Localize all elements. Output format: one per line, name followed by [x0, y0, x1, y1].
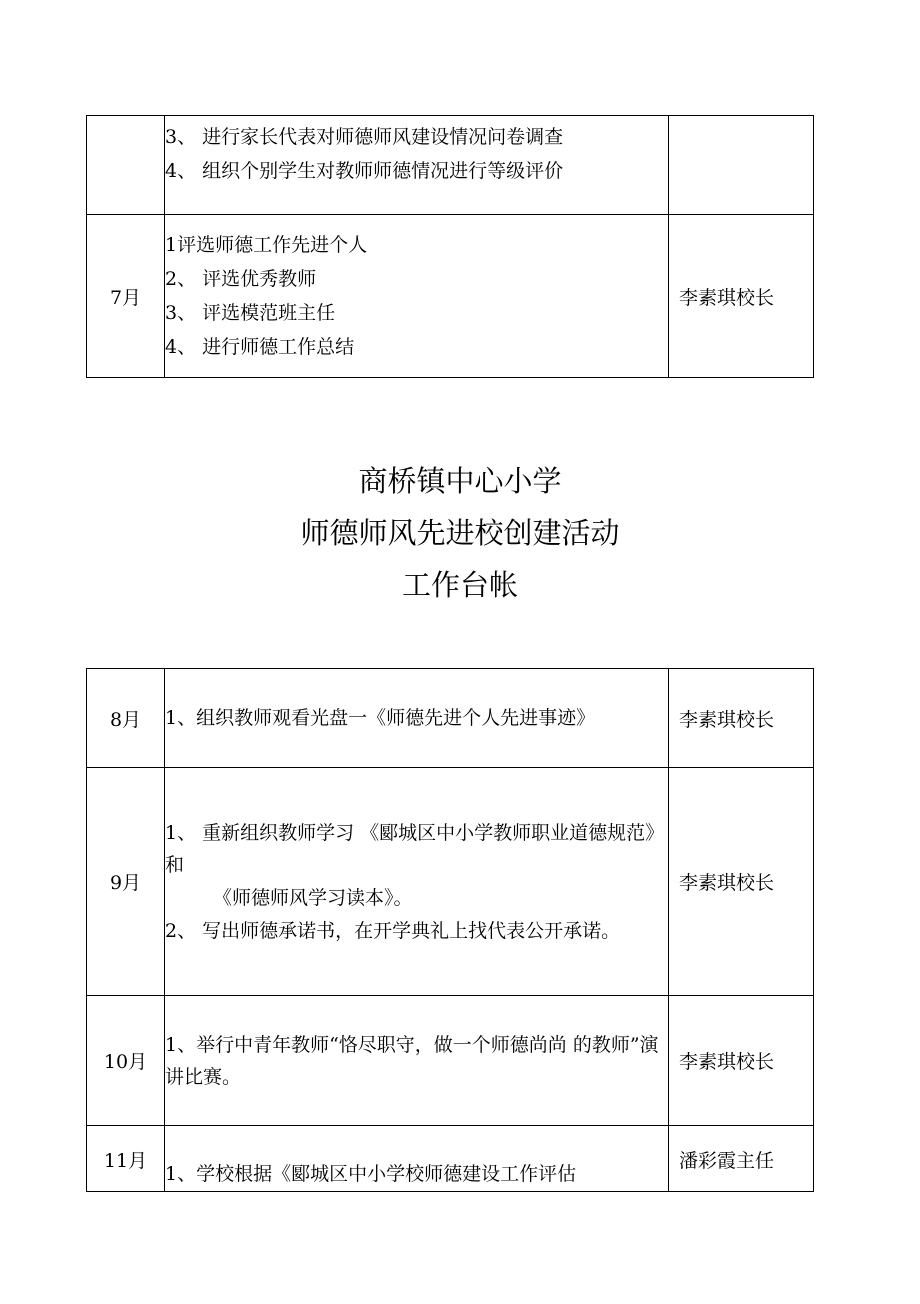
document-title	[0, 455, 920, 611]
table-row	[87, 215, 814, 378]
table-row	[87, 996, 814, 1126]
month-cell: 9月	[87, 768, 165, 996]
list-item: 1、 重新组织教师学习 《郾城区中小学教师职业道德规范》和	[165, 821, 665, 876]
month-cell: 8月	[87, 669, 165, 768]
list-item: 1、组织教师观看光盘一《师德先进个人先进事迹》	[165, 707, 596, 729]
content-cell	[165, 996, 669, 1126]
list-item: 4、 组织个别学生对教师师德情况进行等级评价	[165, 160, 564, 182]
list-item: 1评选师德工作先进个人	[165, 234, 368, 256]
content-cell	[165, 669, 669, 768]
table-row	[87, 1126, 814, 1192]
list-item: 3、 进行家长代表对师德师风建设情况问卷调查	[165, 126, 564, 148]
content-cell	[165, 116, 669, 215]
list-item: 4、 进行师德工作总结	[165, 336, 355, 358]
school-name: 商桥镇中心小学	[358, 464, 562, 498]
month-cell	[87, 116, 165, 215]
list-item: 《师德师风学习读本》。	[213, 886, 413, 909]
table-row	[87, 768, 814, 996]
list-item: 3、 评选模范班主任	[165, 302, 336, 324]
responsible-cell: 李素琪校长	[669, 768, 814, 996]
responsible-cell: 李素琪校长	[669, 215, 814, 378]
content-cell	[165, 1126, 669, 1192]
month-cell: 11月	[87, 1126, 165, 1192]
responsible-cell	[669, 116, 814, 215]
list-item: 2、 写出师德承诺书，在开学典礼上找代表公开承诺。	[165, 919, 621, 942]
content-cell	[165, 768, 669, 996]
table-row	[87, 116, 814, 215]
responsible-cell: 李素琪校长	[669, 669, 814, 768]
activity-title: 师德师风先进校创建活动	[300, 516, 620, 550]
responsible-cell: 李素琪校长	[669, 996, 814, 1126]
list-item: 1、举行中青年教师“恪尽职守，做一个师德尚尚 的教师”演讲比赛。	[165, 1033, 659, 1088]
table-row	[87, 669, 814, 768]
ledger-title: 工作台帐	[401, 568, 518, 602]
month-cell: 10月	[87, 996, 165, 1126]
plan-table-continued	[86, 115, 814, 378]
responsible-cell: 潘彩霞主任	[669, 1126, 814, 1192]
month-cell: 7月	[87, 215, 165, 378]
content-cell	[165, 215, 669, 378]
work-ledger-table	[86, 668, 814, 1192]
list-item: 1、学校根据《郾城区中小学校师德建设工作评估	[165, 1163, 577, 1185]
list-item: 2、 评选优秀教师	[165, 268, 317, 290]
